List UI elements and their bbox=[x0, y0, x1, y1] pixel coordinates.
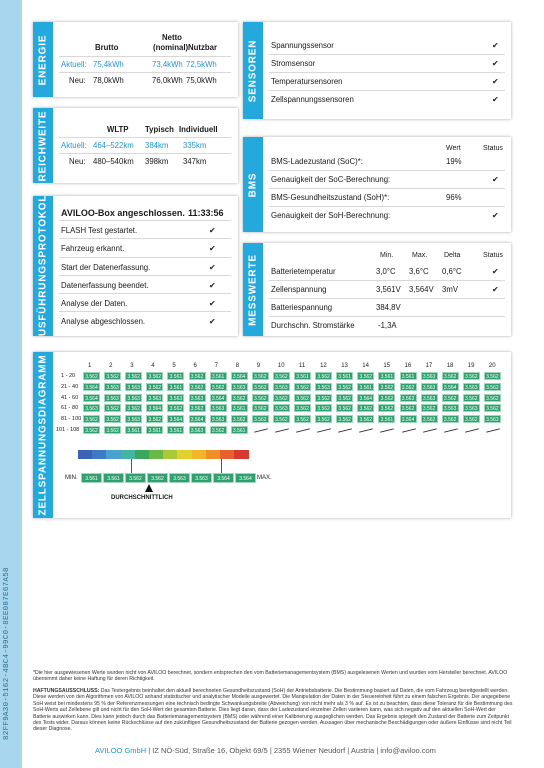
reichweite-neu-typisch: 398km bbox=[145, 157, 169, 166]
protokoll-tab: AUSFÜHRUNGSPROTOKOLL bbox=[33, 196, 53, 336]
cell-voltage: 3.562 bbox=[83, 426, 100, 434]
empty-cell-dash bbox=[486, 428, 500, 432]
reichweite-aktuell-typisch: 384km bbox=[145, 141, 169, 150]
cell-voltage: 3.562 bbox=[315, 415, 332, 423]
grid-row-label: 1 - 20 bbox=[61, 373, 76, 379]
grid-col-header: 18 bbox=[446, 363, 454, 369]
sensor-item: Spannungssensor bbox=[271, 41, 334, 50]
document-id: 82FF9A30-5162-4BC4-99C0-8EE087E67A58 bbox=[3, 567, 11, 740]
scale-gradient-segment bbox=[78, 450, 93, 459]
mess-row-label: Batterietemperatur bbox=[271, 267, 336, 276]
company-email[interactable]: info@aviloo.com bbox=[380, 746, 436, 755]
bms-row-label: Genauigkeit der SoH-Berechnung: bbox=[271, 211, 391, 220]
cell-voltage: 3.564 bbox=[357, 394, 374, 402]
grid-col-header: 8 bbox=[235, 363, 240, 369]
bms-row-label: Genauigkeit der SoC-Berechnung: bbox=[271, 175, 391, 184]
grid-col-header: 9 bbox=[256, 363, 261, 369]
grid-row-label: 101 - 108 bbox=[56, 427, 80, 433]
grid-row-label: 21 - 40 bbox=[61, 383, 79, 390]
cell-voltage: 3.562 bbox=[484, 394, 501, 402]
grid-col-header: 4 bbox=[151, 363, 155, 369]
cell-voltage: 3.563 bbox=[189, 394, 206, 402]
cell-voltage: 3.564 bbox=[442, 383, 459, 391]
cell-voltage: 3.562 bbox=[252, 372, 269, 380]
cell-voltage: 3.562 bbox=[146, 372, 163, 380]
mess-value: 384,8V bbox=[376, 303, 401, 312]
grid-col-header: 17 bbox=[425, 363, 433, 369]
check-icon: ✔ bbox=[492, 267, 499, 276]
cell-voltage: 3.562 bbox=[336, 404, 353, 412]
cell-voltage: 3.563 bbox=[442, 404, 459, 412]
cell-voltage: 3.562 bbox=[378, 383, 395, 391]
mess-value: 3,6°C bbox=[409, 267, 429, 276]
cell-voltage: 3.563 bbox=[104, 394, 121, 402]
scale-gradient-segment bbox=[106, 450, 121, 459]
cell-voltage: 3.562 bbox=[463, 394, 480, 402]
cell-voltage: 3.563 bbox=[231, 383, 248, 391]
cell-voltage: 3.562 bbox=[294, 415, 311, 423]
sensor-item: Zellspannungssensoren bbox=[271, 95, 354, 104]
cell-voltage: 3.562 bbox=[146, 415, 163, 423]
cell-voltage: 3.562 bbox=[189, 372, 206, 380]
cell-voltage: 3.562 bbox=[231, 394, 248, 402]
mess-value: 3,564V bbox=[409, 285, 434, 294]
bms-header-status: Status bbox=[483, 145, 503, 152]
energie-neu-brutto: 78,0kWh bbox=[93, 76, 124, 85]
disclaimer-title: HAFTUNGSAUSSCHLUSS: bbox=[33, 688, 100, 694]
average-marker-icon bbox=[145, 484, 153, 492]
empty-cell-dash bbox=[275, 428, 289, 432]
cell-voltage: 3.562 bbox=[104, 415, 121, 423]
footnote: *Die hier ausgewiesenen Werte wurden nicht von AVILOO berechnet, sondern entsprechen den vom Batteriemanagementsystem (BMS) ausgelesenen Werten und wurden vom Hersteller berechnet. AVILOO übernimmt daher keine Haftung für deren Richtigkeit. bbox=[33, 670, 508, 683]
cell-voltage: 3.564 bbox=[146, 404, 163, 412]
cell-voltage: 3.563 bbox=[400, 394, 417, 402]
cell-voltage: 3.563 bbox=[273, 383, 290, 391]
grid-row-label: 41 - 60 bbox=[61, 394, 79, 401]
grid-col-header: 15 bbox=[383, 363, 391, 369]
bms-soc-value: 19% bbox=[446, 157, 462, 166]
grid-col-header: 2 bbox=[109, 363, 113, 369]
empty-cell-dash bbox=[254, 428, 268, 432]
empty-cell-dash bbox=[465, 428, 479, 432]
grid-col-header: 5 bbox=[172, 363, 176, 369]
check-icon: ✔ bbox=[492, 175, 499, 184]
scale-value: 3.562 bbox=[147, 473, 168, 483]
cell-voltage: 3.563 bbox=[167, 394, 184, 402]
grid-col-header: 13 bbox=[341, 363, 348, 369]
cell-voltage: 3.562 bbox=[400, 404, 417, 412]
check-icon: ✔ bbox=[209, 299, 216, 308]
header-brutto: Brutto bbox=[95, 43, 119, 52]
reichweite-neu-wltp: 480–540km bbox=[93, 157, 134, 166]
cell-voltage: 3.562 bbox=[442, 394, 459, 402]
grid-col-header: 20 bbox=[488, 363, 496, 369]
scale-gradient-segment bbox=[220, 450, 235, 459]
energie-neu-label: Neu: bbox=[69, 76, 86, 85]
cell-voltage: 3.562 bbox=[336, 415, 353, 423]
scale-gradient-segment bbox=[206, 450, 221, 459]
zell-tab: ZELLSPANNUNGSDIAGRAMM bbox=[33, 352, 53, 518]
protokoll-item: Analyse abgeschlossen. bbox=[61, 317, 146, 326]
empty-cell-dash bbox=[296, 428, 310, 432]
energie-panel bbox=[33, 22, 238, 97]
disclaimer-block bbox=[33, 688, 513, 733]
company-name: AVILOO GmbH bbox=[95, 746, 147, 755]
scale-connector bbox=[131, 459, 132, 473]
cell-voltage: 3.562 bbox=[125, 372, 142, 380]
cell-voltage: 3.562 bbox=[294, 383, 311, 391]
header-wltp: WLTP bbox=[107, 125, 129, 134]
bms-panel bbox=[243, 137, 511, 232]
grid-col-header: 6 bbox=[193, 363, 197, 369]
header-typisch: Typisch bbox=[145, 125, 174, 134]
cell-voltage: 3.561 bbox=[378, 372, 395, 380]
cell-voltage: 3.562 bbox=[315, 372, 332, 380]
cell-voltage: 3.561 bbox=[167, 372, 184, 380]
scale-value: 3.562 bbox=[125, 473, 146, 483]
scale-min-label: MIN. bbox=[65, 475, 78, 481]
scale-gradient-segment bbox=[192, 450, 207, 459]
grid-col-header: 1 bbox=[88, 363, 92, 369]
scale-average-label: DURCHSCHNITTLICH bbox=[111, 495, 173, 501]
check-icon: ✔ bbox=[209, 281, 216, 290]
cell-voltage: 3.564 bbox=[83, 394, 100, 402]
cell-voltage: 3.562 bbox=[210, 383, 227, 391]
cell-voltage: 3.562 bbox=[378, 394, 395, 402]
scale-value: 3.564 bbox=[213, 473, 234, 483]
empty-cell-dash bbox=[402, 428, 416, 432]
cell-voltage: 3.563 bbox=[125, 415, 142, 423]
cell-voltage: 3.563 bbox=[315, 383, 332, 391]
energie-aktuell-netto: 73,4kWh bbox=[152, 60, 183, 69]
cell-voltage: 3.561 bbox=[357, 383, 374, 391]
cell-voltage: 3.564 bbox=[189, 415, 206, 423]
cell-voltage: 3.561 bbox=[400, 372, 417, 380]
energie-aktuell-label: Aktuell: bbox=[61, 60, 87, 69]
cell-voltage: 3.563 bbox=[210, 404, 227, 412]
bms-tab: BMS bbox=[243, 137, 263, 232]
reichweite-aktuell-label: Aktuell: bbox=[61, 141, 87, 150]
cell-voltage: 3.562 bbox=[83, 415, 100, 423]
empty-cell-dash bbox=[338, 428, 352, 432]
cell-voltage: 3.561 bbox=[378, 415, 395, 423]
grid-col-header: 7 bbox=[214, 363, 218, 369]
scale-value: 3.564 bbox=[235, 473, 256, 483]
cell-voltage: 3.564 bbox=[167, 415, 184, 423]
empty-cell-dash bbox=[317, 428, 331, 432]
reichweite-aktuell-wltp: 464–522km bbox=[93, 141, 134, 150]
messwerte-panel bbox=[243, 243, 511, 336]
cell-voltage: 3.562 bbox=[463, 372, 480, 380]
cell-voltage: 3.562 bbox=[104, 404, 121, 412]
cell-voltage: 3.562 bbox=[210, 426, 227, 434]
cell-voltage: 3.562 bbox=[484, 372, 501, 380]
scale-gradient-segment bbox=[163, 450, 178, 459]
cell-voltage: 3.562 bbox=[336, 394, 353, 402]
cell-voltage: 3.561 bbox=[231, 404, 248, 412]
check-icon: ✔ bbox=[492, 41, 499, 50]
check-icon: ✔ bbox=[492, 95, 499, 104]
energie-neu-netto: 76,0kWh bbox=[152, 76, 183, 85]
cell-voltage: 3.562 bbox=[252, 383, 269, 391]
cell-voltage: 3.562 bbox=[252, 404, 269, 412]
scale-gradient-segment bbox=[177, 450, 192, 459]
cell-voltage: 3.562 bbox=[273, 394, 290, 402]
cell-voltage: 3.563 bbox=[463, 404, 480, 412]
scale-gradient-segment bbox=[135, 450, 150, 459]
grid-col-header: 14 bbox=[362, 363, 369, 369]
reichweite-aktuell-individuell: 335km bbox=[183, 141, 207, 150]
reichweite-neu-individuell: 347km bbox=[183, 157, 207, 166]
cell-voltage: 3.562 bbox=[315, 404, 332, 412]
scale-connector bbox=[221, 459, 222, 473]
company-address: IZ NÖ-Süd, Straße 16, Objekt 69/5 bbox=[152, 746, 268, 755]
reichweite-neu-label: Neu: bbox=[69, 157, 86, 166]
cell-voltage: 3.561 bbox=[167, 426, 184, 434]
protokoll-item: FLASH Test gestartet. bbox=[61, 226, 138, 235]
bms-header-wert: Wert bbox=[446, 145, 461, 152]
reichweite-tab: REICHWEITE bbox=[33, 108, 53, 183]
scale-gradient-segment bbox=[121, 450, 136, 459]
mess-header-min: Min. bbox=[380, 252, 394, 259]
protokoll-item: Start der Datenerfassung. bbox=[61, 263, 151, 272]
bms-row-label: BMS-Gesundheitszustand (SoH)*: bbox=[271, 193, 390, 202]
sensor-item: Temperatursensoren bbox=[271, 77, 343, 86]
cell-voltage: 3.562 bbox=[357, 372, 374, 380]
cell-voltage: 3.563 bbox=[421, 394, 438, 402]
grid-col-header: 11 bbox=[299, 363, 306, 369]
scale-value: 3.563 bbox=[169, 473, 190, 483]
cell-voltage: 3.562 bbox=[463, 415, 480, 423]
mess-header-status: Status bbox=[483, 252, 503, 259]
zell-panel bbox=[33, 352, 511, 518]
grid-col-header: 16 bbox=[404, 363, 412, 369]
cell-voltage: 3.562 bbox=[104, 426, 121, 434]
header-netto-nominal: (nominal) bbox=[153, 43, 189, 52]
cell-voltage: 3.562 bbox=[315, 394, 332, 402]
cell-voltage: 3.561 bbox=[125, 426, 142, 434]
cell-voltage: 3.564 bbox=[210, 394, 227, 402]
cell-voltage: 3.564 bbox=[83, 383, 100, 391]
cell-voltage: 3.562 bbox=[83, 372, 100, 380]
cell-voltage: 3.561 bbox=[294, 372, 311, 380]
scale-value: 3.563 bbox=[191, 473, 212, 483]
check-icon: ✔ bbox=[492, 211, 499, 220]
cell-voltage: 3.563 bbox=[463, 383, 480, 391]
mess-value: 0,6°C bbox=[442, 267, 462, 276]
mess-row-label: Durchschn. Stromstärke bbox=[271, 321, 355, 330]
cell-voltage: 3.562 bbox=[189, 383, 206, 391]
cell-voltage: 3.562 bbox=[484, 404, 501, 412]
grid-col-header: 3 bbox=[130, 363, 134, 369]
cell-voltage: 3.562 bbox=[357, 415, 374, 423]
protokoll-item: Datenerfassung beendet. bbox=[61, 281, 149, 290]
cell-voltage: 3.561 bbox=[336, 372, 353, 380]
reichweite-panel bbox=[33, 108, 238, 183]
cell-voltage: 3.563 bbox=[83, 404, 100, 412]
company-footer: AVILOO GmbH | IZ NÖ-Süd, Straße 16, Objekt 69/5 | 2355 Wiener Neudorf | Austria | info@aviloo.com bbox=[95, 746, 436, 755]
grid-col-header: 10 bbox=[277, 363, 285, 369]
company-city: 2355 Wiener Neudorf bbox=[273, 746, 346, 755]
cell-voltage: 3.561 bbox=[210, 372, 227, 380]
cell-voltage: 3.562 bbox=[252, 415, 269, 423]
protokoll-item: Fahrzeug erkannt. bbox=[61, 244, 125, 253]
mess-row-label: Zellenspannung bbox=[271, 285, 327, 294]
header-netto: Netto bbox=[162, 33, 182, 42]
cell-voltage: 3.562 bbox=[400, 383, 417, 391]
sensoren-panel bbox=[243, 22, 511, 119]
protokoll-time: 11:33:56 bbox=[188, 208, 224, 218]
cell-voltage: 3.562 bbox=[167, 404, 184, 412]
header-individuell: Individuell bbox=[179, 125, 218, 134]
cell-voltage: 3.562 bbox=[125, 404, 142, 412]
messwerte-tab: MESSWERTE bbox=[243, 243, 263, 336]
mess-header-max: Max. bbox=[412, 252, 428, 259]
company-country: Austria bbox=[350, 746, 375, 755]
cell-voltage: 3.562 bbox=[421, 415, 438, 423]
sensoren-tab: SENSOREN bbox=[243, 22, 263, 119]
cell-voltage: 3.562 bbox=[336, 383, 353, 391]
cell-voltage: 3.563 bbox=[104, 383, 121, 391]
energie-aktuell-brutto: 75,4kWh bbox=[93, 60, 124, 69]
header-nutzbar: Nutzbar bbox=[188, 43, 218, 52]
grid-col-header: 12 bbox=[320, 363, 327, 369]
cell-voltage: 3.563 bbox=[421, 372, 438, 380]
check-icon: ✔ bbox=[209, 317, 216, 326]
disclaimer-text: Das Testergebnis beinhaltet den aktuell berechneten Gesundheitszustand (SoH) der Antriebsbatterie. Die Bestimmung basiert auf Daten, die vom Fahrzeug bereitgestellt werden. Diese werden von den Algorithmen von AVILOO anhand statistischer und analytischer Modelle ausgewertet. Die Manipulation der Daten in der Steuereinheit führt zu einem falschen Ergebnis. Der angegebene SoH weist bei mindestens 95 % der Referenzmessungen eine technisch bedingte Schwankungsbreite (Abweichung) von nicht mehr als 3 % auf. Es ist zu beachten, dass diese Toleranz für die Bestimmung des SoH-Werts auf Zellebene gilt und nicht für den SoH-Wert der gesamten Batterie. Dies liegt daran, dass der Ladezustand einzelner Zellen variieren kann, was sich negativ auf den aktuellen SoH-Wert der Batterie auswirken kann. Dies kann jedoch durch das Batteriemanagementsystem (BMS) oder während einer Kalibrierung ausgeglichen werden. Das Ergebnis spiegelt den Zustand der Batterie zum Zeitpunkt des Tests wider. Daraus können keine Rückschlüsse auf den zukünftigen Gesundheitszustand der Batterie gezogen werden. Aussagen über mechanische Beschädigungen oder äußere Einflüsse sind nicht Teil dieser Diagnose. bbox=[33, 688, 513, 733]
grid-row-label: 81 - 100 bbox=[61, 416, 82, 423]
energie-tab: ENERGIE bbox=[33, 22, 53, 97]
cell-voltage: 3.562 bbox=[378, 404, 395, 412]
cell-voltage: 3.562 bbox=[146, 383, 163, 391]
scale-value: 3.561 bbox=[103, 473, 124, 483]
protokoll-item: Analyse der Daten. bbox=[61, 299, 128, 308]
protokoll-title: AVILOO-Box angeschlossen. bbox=[61, 208, 185, 218]
check-icon: ✔ bbox=[492, 77, 499, 86]
empty-cell-dash bbox=[444, 428, 458, 432]
cell-voltage: 3.562 bbox=[294, 404, 311, 412]
cell-voltage: 3.562 bbox=[273, 372, 290, 380]
cell-voltage: 3.562 bbox=[252, 394, 269, 402]
mess-value: 3mV bbox=[442, 285, 459, 294]
cell-voltage: 3.563 bbox=[421, 383, 438, 391]
grid-row-label: 61 - 80 bbox=[61, 405, 79, 412]
scale-value: 3.561 bbox=[81, 473, 102, 483]
cell-voltage: 3.562 bbox=[357, 404, 374, 412]
check-icon: ✔ bbox=[209, 263, 216, 272]
empty-cell-dash bbox=[359, 428, 373, 432]
protokoll-panel bbox=[33, 187, 238, 345]
cell-voltage: 3.562 bbox=[421, 404, 438, 412]
cell-voltage: 3.562 bbox=[442, 415, 459, 423]
cell-voltage: 3.562 bbox=[294, 394, 311, 402]
empty-cell-dash bbox=[423, 428, 437, 432]
energie-neu-nutzbar: 75,0kWh bbox=[186, 76, 217, 85]
cell-voltage: 3.563 bbox=[189, 426, 206, 434]
cell-voltage: 3.562 bbox=[104, 372, 121, 380]
scale-gradient-segment bbox=[149, 450, 164, 459]
empty-cell-dash bbox=[380, 428, 394, 432]
mess-header-delta: Delta bbox=[444, 252, 461, 259]
cell-voltage: 3.563 bbox=[210, 415, 227, 423]
sensor-item: Stromsensor bbox=[271, 59, 316, 68]
bms-row-label: BMS-Ladezustand (SoC)*: bbox=[271, 157, 363, 166]
check-icon: ✔ bbox=[492, 59, 499, 68]
cell-voltage: 3.563 bbox=[125, 383, 142, 391]
check-icon: ✔ bbox=[209, 226, 216, 235]
check-icon: ✔ bbox=[209, 244, 216, 253]
mess-row-label: Batteriespannung bbox=[271, 303, 333, 312]
cell-voltage: 3.564 bbox=[231, 372, 248, 380]
mess-value: -1,3A bbox=[378, 321, 397, 330]
cell-voltage: 3.564 bbox=[400, 415, 417, 423]
grid-col-header: 19 bbox=[467, 363, 475, 369]
check-icon: ✔ bbox=[492, 285, 499, 294]
cell-voltage: 3.563 bbox=[273, 404, 290, 412]
cell-voltage: 3.561 bbox=[146, 426, 163, 434]
mess-value: 3,0°C bbox=[376, 267, 396, 276]
cell-voltage: 3.562 bbox=[484, 383, 501, 391]
cell-voltage: 3.561 bbox=[231, 426, 248, 434]
scale-max-label: MAX. bbox=[257, 475, 272, 481]
cell-voltage: 3.562 bbox=[442, 372, 459, 380]
cell-voltage: 3.563 bbox=[146, 394, 163, 402]
energie-aktuell-nutzbar: 72,5kWh bbox=[186, 60, 217, 69]
mess-value: 3,561V bbox=[376, 285, 401, 294]
bms-soh-value: 96% bbox=[446, 193, 462, 202]
cell-voltage: 3.562 bbox=[189, 404, 206, 412]
scale-gradient-segment bbox=[92, 450, 107, 459]
cell-voltage: 3.562 bbox=[273, 415, 290, 423]
cell-voltage: 3.563 bbox=[484, 415, 501, 423]
cell-voltage: 3.562 bbox=[231, 415, 248, 423]
cell-voltage: 3.563 bbox=[125, 394, 142, 402]
scale-gradient-segment bbox=[234, 450, 249, 459]
cell-voltage: 3.561 bbox=[167, 383, 184, 391]
